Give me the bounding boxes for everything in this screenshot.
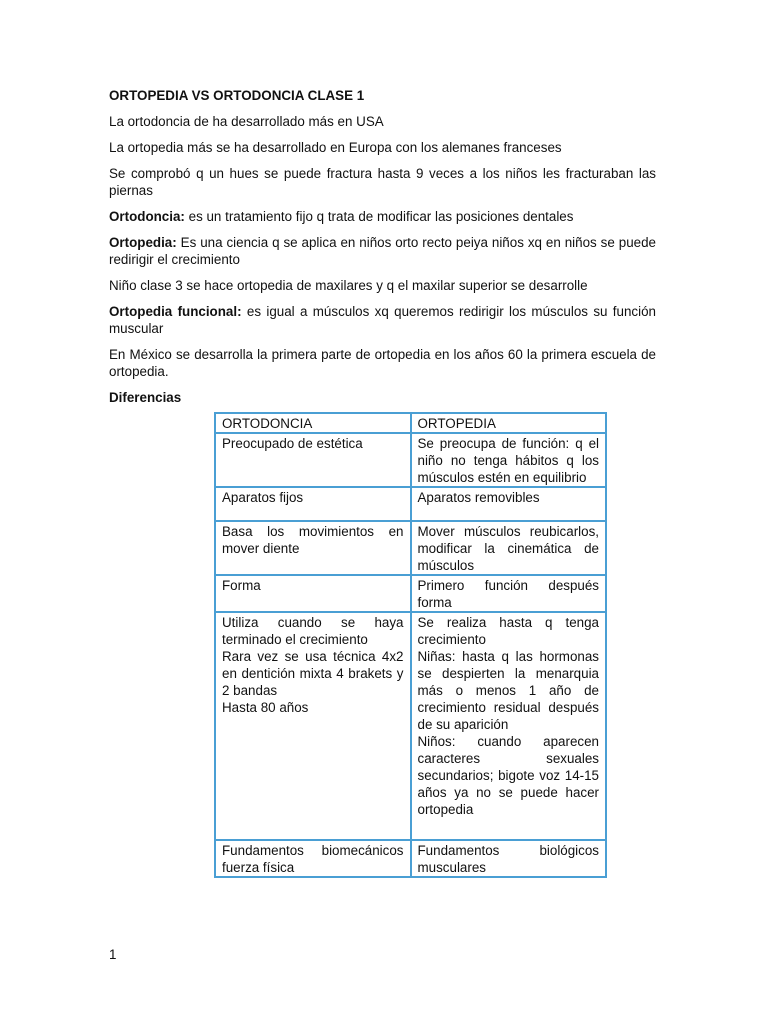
cell-text: Aparatos removibles [417,490,540,505]
cell-ortopedia [411,433,607,487]
page-number: 1 [109,947,117,962]
paragraph-text: Niño clase 3 se hace ortopedia de maxilares y q el maxilar superior se desarrolle [109,278,588,293]
paragraph-ortopedia-definition [109,234,656,268]
table-header-row [215,413,606,433]
paragraph-text: La ortodoncia de ha desarrollado más en USA [109,114,384,129]
cell-ortodoncia [215,575,411,612]
cell-text: Hasta 80 años [222,700,309,715]
cell-text: Utiliza cuando se haya terminado el crecimiento [222,615,404,647]
cell-text: Basa los movimientos en mover diente [222,524,404,556]
paragraph-text: es un tratamiento fijo q trata de modificar las posiciones dentales [188,209,574,224]
cell-text: Rara vez se usa técnica 4x2 en dentición mixta 4 brakets y 2 bandas [222,649,404,698]
cell-text: Niños: cuando aparecen caracteres sexuales secundarios; bigote voz 14-15 años ya no se puede hacer ortopedia [417,734,599,817]
cell-text: Preocupado de estética [222,436,363,451]
cell-ortopedia [411,612,607,840]
paragraph-mexico [109,346,656,380]
differences-heading: Diferencias [109,390,182,405]
table-row [215,487,606,521]
document-body [109,87,656,878]
cell-ortopedia [411,840,607,877]
paragraph-ortodoncia-definition [109,208,656,225]
table-row [215,840,606,877]
header-ortopedia: ORTOPEDIA [411,413,607,433]
cell-ortodoncia [215,840,411,877]
paragraph-text: En México se desarrolla la primera parte de ortopedia en los años 60 la primera escuela de ortopedia. [109,347,656,379]
paragraph-text: Es una ciencia q se aplica en niños orto recto peiya niños xq en niños se puede redirigir el crecimiento [109,235,656,267]
cell-text: Niñas: hasta q las hormonas se despierten la menarquia más o menos 1 año de crecimiento residual después de su aparición [417,649,599,732]
cell-text: Se realiza hasta q tenga crecimiento [417,615,599,647]
paragraph-text: es igual a músculos xq queremos redirigir los músculos su función muscular [109,304,656,336]
paragraph-text: La ortopedia más se ha desarrollado en Europa con los alemanes franceses [109,140,562,155]
cell-ortodoncia [215,612,411,840]
differences-table [214,412,607,878]
paragraph-fractura [109,165,656,199]
cell-text: Aparatos fijos [222,490,304,505]
paragraph-ortopedia-funcional [109,303,656,337]
cell-ortopedia [411,487,607,521]
table-row [215,612,606,840]
paragraph-europa [109,139,656,156]
document-title: ORTOPEDIA VS ORTODONCIA CLASE 1 [109,88,365,103]
cell-text: Se preocupa de función: q el niño no tenga hábitos q los músculos estén en equilibrio [417,436,599,485]
cell-ortodoncia [215,487,411,521]
table-row [215,575,606,612]
term-label: Ortodoncia: [109,209,185,224]
term-label: Ortopedia funcional: [109,304,242,319]
cell-text: Fundamentos biológicos musculares [417,843,599,875]
header-ortodoncia: ORTODONCIA [215,413,411,433]
cell-text: Primero función después forma [417,578,599,610]
cell-ortodoncia [215,433,411,487]
paragraph-usa [109,113,656,130]
cell-text: Fundamentos biomecánicos fuerza física [222,843,404,875]
cell-text: Mover músculos reubicarlos, modificar la cinemática de músculos [417,524,599,573]
cell-text: Forma [222,578,261,593]
cell-ortopedia [411,575,607,612]
cell-ortodoncia [215,521,411,575]
table-row [215,521,606,575]
paragraph-text: Se comprobó q un hues se puede fractura hasta 9 veces a los niños les fracturaban las piernas [109,166,656,198]
cell-ortopedia [411,521,607,575]
paragraph-clase-3 [109,277,656,294]
table-row [215,433,606,487]
term-label: Ortopedia: [109,235,177,250]
